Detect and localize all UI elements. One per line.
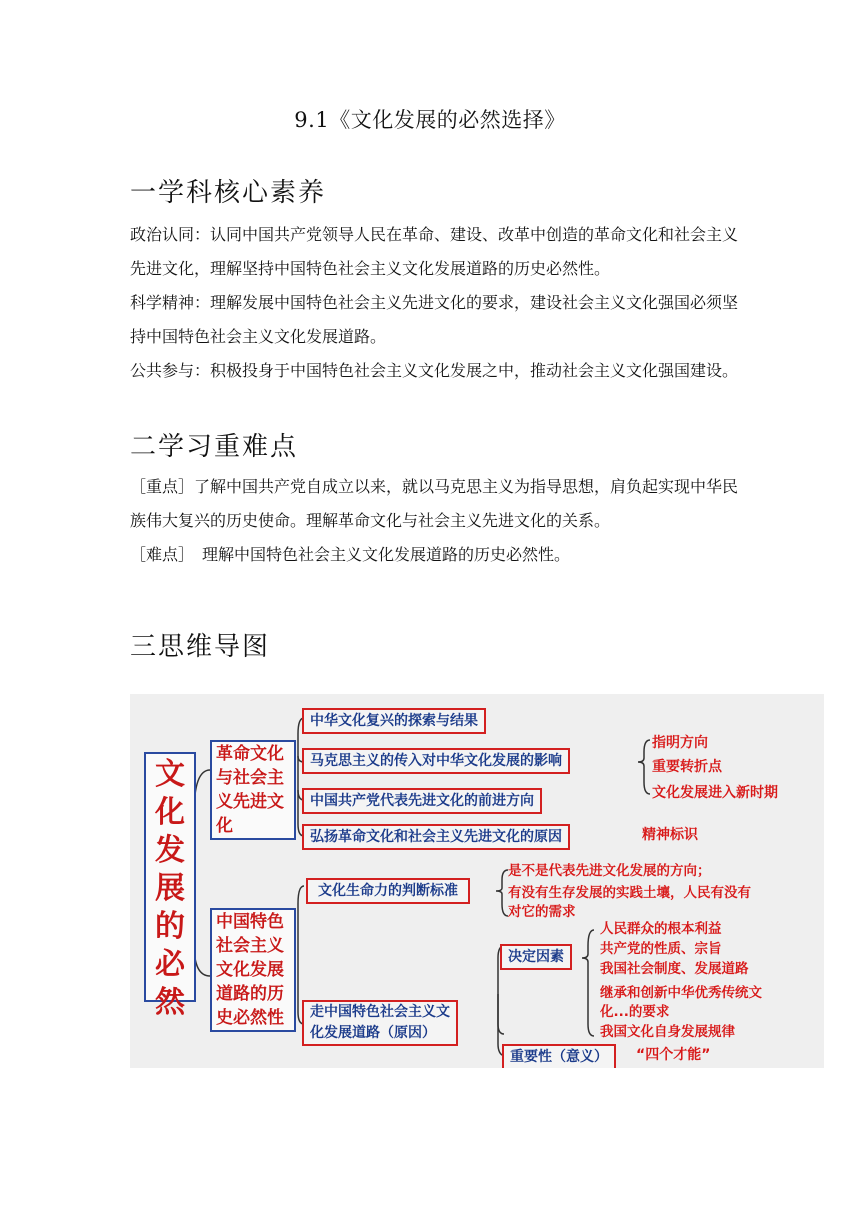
- branch-revolutionary-culture: [210, 740, 296, 840]
- root-char: 的: [155, 909, 185, 944]
- mind-map-image: [130, 694, 824, 1068]
- criteria-line: 对它的需求: [508, 904, 576, 920]
- section-heading-mind-map: 三思维导图: [130, 632, 271, 662]
- branch-socialist-culture-path: [210, 908, 296, 1032]
- paragraph-difficult-point: ［难点］ 理解中国特色社会主义文化发展道路的历史必然性。: [130, 545, 571, 564]
- section-heading-core-literacy: 一学科核心素养: [130, 178, 327, 208]
- branch2-line: 文化发展: [216, 960, 284, 980]
- path-line: 走中国特色社会主义文: [310, 1004, 450, 1020]
- influence-turning-point: 重要转折点: [652, 759, 722, 775]
- section-heading-key-points: 二学习重难点: [130, 432, 299, 462]
- root-char: 必: [155, 947, 185, 982]
- paragraph-scientific-spirit: 科学精神：理解发展中国特色社会主义先进文化的要求，建设社会主义文化强国必须坚持中国特色社会主义文化发展道路。: [130, 293, 739, 346]
- document-title: 9.1《文化发展的必然选择》: [294, 108, 566, 132]
- branch2-line: 社会主义: [216, 936, 284, 956]
- branch1-line: 与社会主: [216, 768, 284, 788]
- node-exploration-results: 中华文化复兴的探索与结果: [302, 708, 486, 734]
- branch2-line: 中国特色: [216, 912, 284, 932]
- branch1-line: 化: [216, 816, 233, 836]
- node-deciding-factors: 决定因素: [500, 944, 572, 970]
- path-line: 化发展道路（原因）: [310, 1025, 436, 1041]
- branch1-line: 革命文化: [216, 744, 284, 764]
- factor-item: 化...的要求: [600, 1004, 670, 1020]
- node-party-direction: 中国共产党代表先进文化的前进方向: [302, 788, 542, 814]
- influence-new-period: 文化发展进入新时期: [652, 785, 778, 801]
- reason-spiritual-identity: 精神标识: [642, 827, 698, 843]
- importance-four-only: “四个才能”: [636, 1047, 711, 1063]
- node-path-reasons: [302, 1000, 458, 1046]
- node-marxism-influence: 马克思主义的传入对中华文化发展的影响: [302, 748, 570, 774]
- factor-item: 我国社会制度、发展道路: [600, 961, 749, 977]
- factor-item: 继承和创新中华优秀传统文: [600, 985, 762, 1001]
- influence-direction: 指明方向: [652, 735, 708, 751]
- root-char: 然: [155, 985, 185, 1020]
- paragraph-public-participation: 公共参与：积极投身于中国特色社会主义文化发展之中，推动社会主义文化强国建设。: [130, 361, 739, 380]
- criteria-line: 是不是代表先进文化发展的方向；: [508, 863, 711, 879]
- root-char: 展: [155, 871, 185, 906]
- branch2-line: 道路的历: [216, 984, 284, 1004]
- factor-item: 我国文化自身发展规律: [600, 1024, 735, 1040]
- paragraph-key-point: ［重点］了解中国共产党自成立以来，就以马克思主义为指导思想，肩负起实现中华民族伟大复兴的历史使命。理解革命文化与社会主义先进文化的关系。: [130, 477, 739, 530]
- node-carry-forward-reason: 弘扬革命文化和社会主义先进文化的原因: [302, 824, 570, 850]
- criteria-line: 有没有生存发展的实践土壤，人民有没有: [508, 885, 751, 901]
- root-char: 发: [155, 833, 185, 868]
- factor-item: 人民群众的根本利益: [600, 921, 722, 937]
- root-char: 化: [155, 795, 185, 830]
- root-char: 文: [155, 757, 185, 792]
- paragraph-political-identity: 政治认同：认同中国共产党领导人民在革命、建设、改革中创造的革命文化和社会主义先进文化，理解坚持中国特色社会主义文化发展道路的历史必然性。: [130, 225, 739, 278]
- node-importance: 重要性（意义）: [502, 1044, 616, 1068]
- branch2-line: 史必然性: [216, 1008, 284, 1028]
- mind-map-root: [144, 752, 196, 1020]
- branch1-line: 义先进文: [216, 792, 284, 812]
- factor-item: 共产党的性质、宗旨: [600, 941, 722, 957]
- node-vitality-criteria: 文化生命力的判断标准: [306, 878, 470, 904]
